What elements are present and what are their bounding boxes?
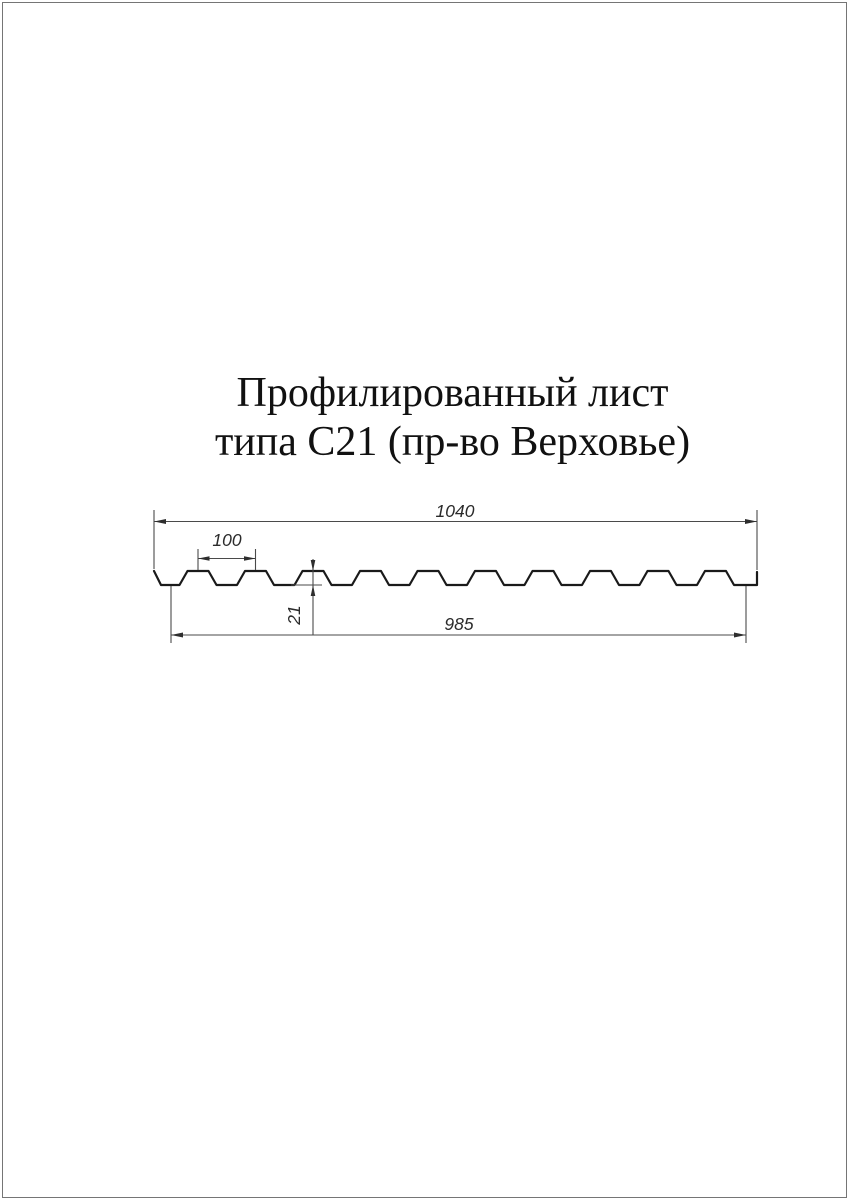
- arrow-right-icon: [734, 633, 746, 638]
- profile-outline: [154, 571, 757, 585]
- arrow-right-icon: [745, 519, 757, 524]
- dimension-cover-width: [171, 586, 746, 643]
- arrow-up-icon: [311, 585, 316, 596]
- dimension-value-cover-width: 985: [444, 614, 474, 634]
- dimension-value-overall-width: 1040: [435, 501, 475, 521]
- arrow-right-icon: [244, 556, 256, 561]
- dimension-value-profile-height: 21: [284, 605, 304, 625]
- dimension-rib-pitch: [198, 530, 256, 570]
- dimension-value-rib-pitch: 100: [212, 530, 242, 550]
- drawing-sheet-page: [2, 2, 847, 1198]
- profile-section-drawing: [3, 3, 849, 1203]
- arrow-left-icon: [198, 556, 210, 561]
- arrow-left-icon: [154, 519, 166, 524]
- title-line-1: Профилированный лист: [236, 370, 669, 416]
- arrow-down-icon: [311, 560, 316, 571]
- arrow-left-icon: [171, 633, 183, 638]
- title-line-2: типа С21 (пр-во Верховье): [214, 419, 691, 465]
